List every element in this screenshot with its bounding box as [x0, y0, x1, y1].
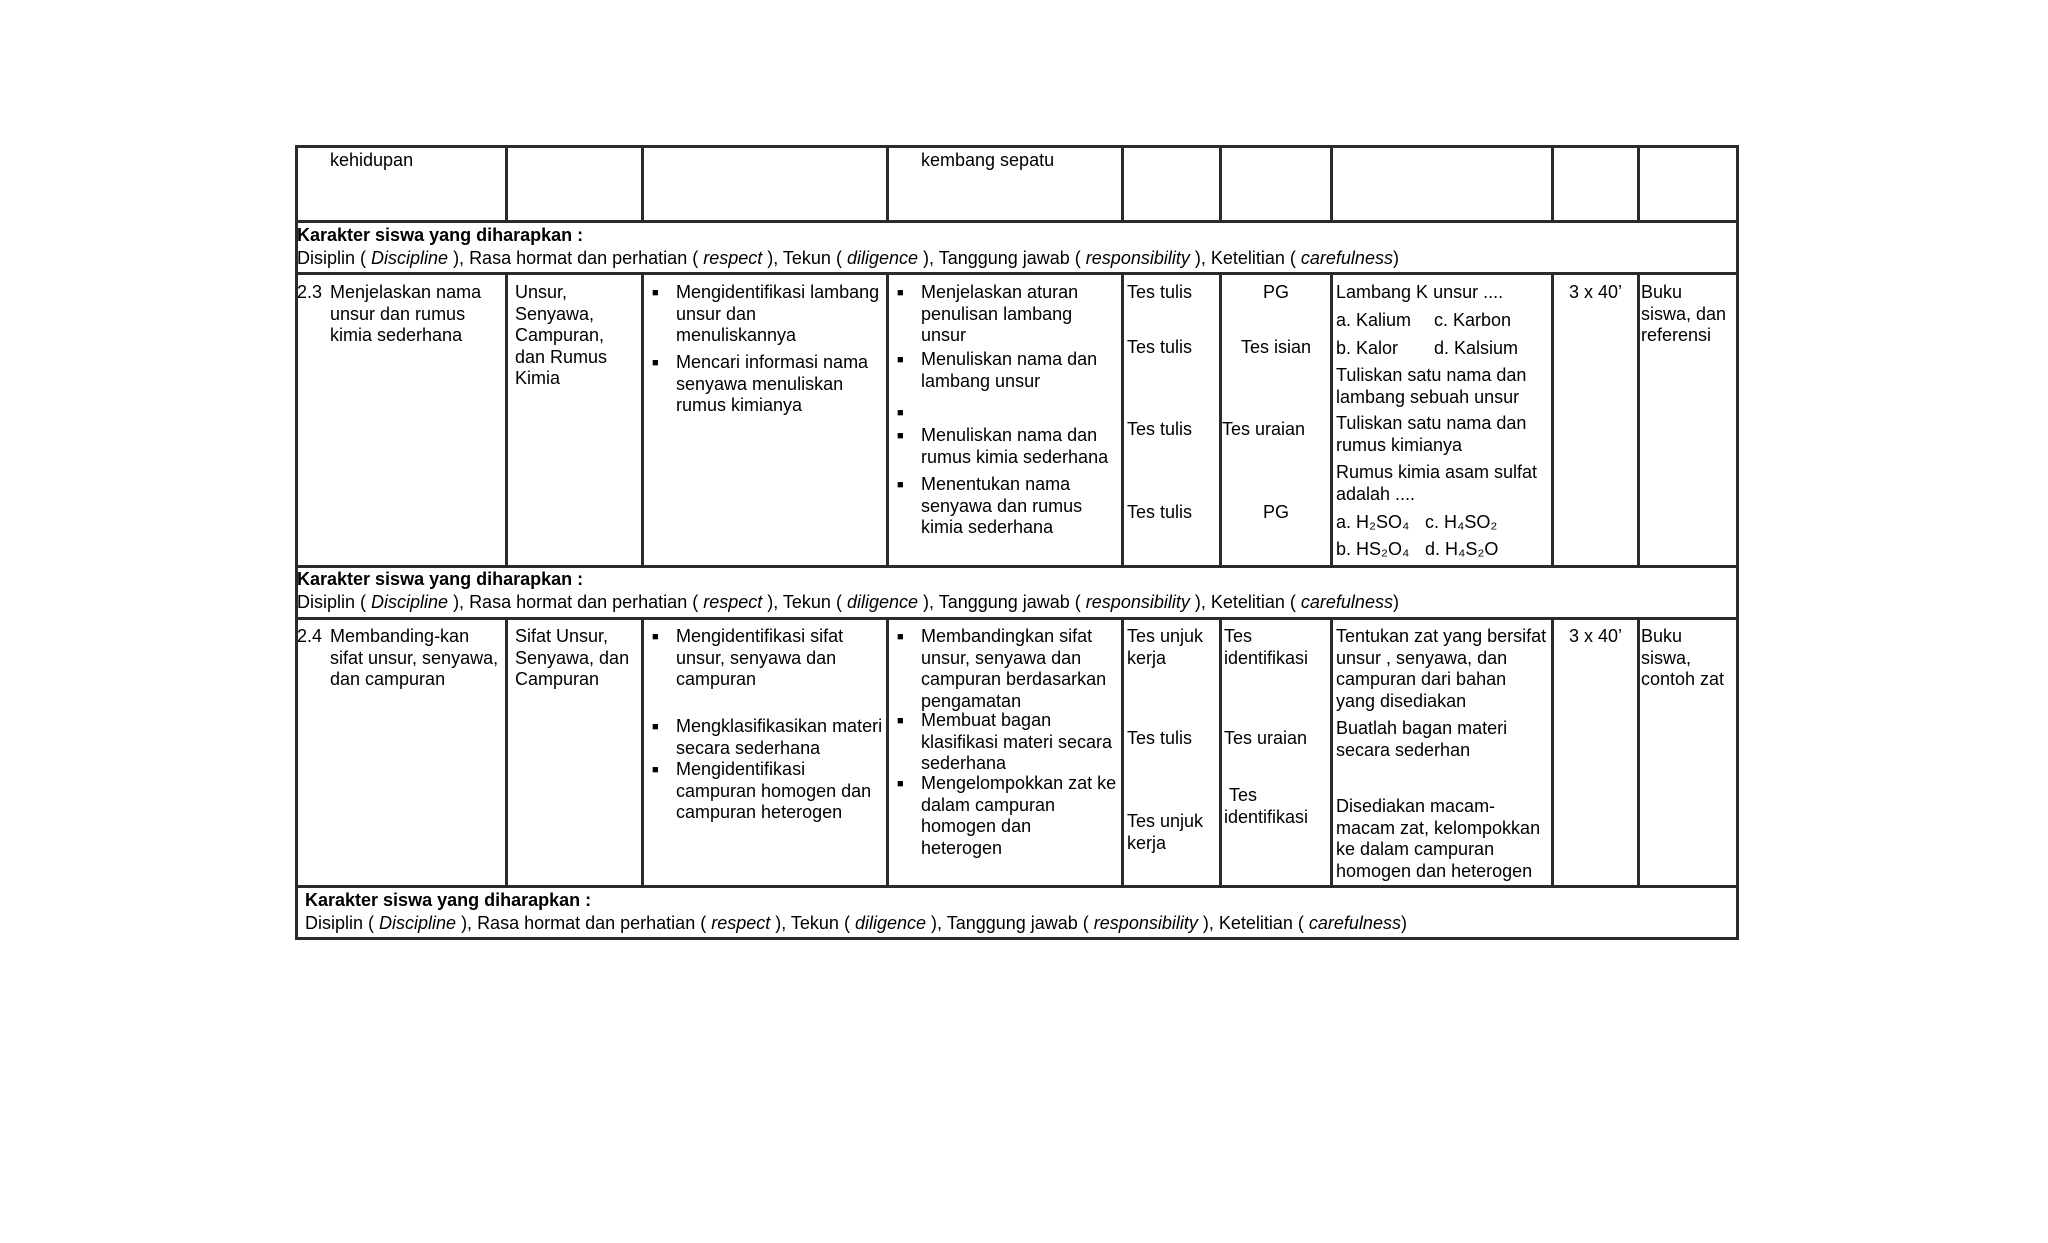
question-text: Buatlah bagan materi secara sederhan	[1336, 718, 1508, 760]
bullet-icon: ■	[897, 715, 904, 727]
column-divider	[1330, 617, 1333, 887]
time-allocation: 3 x 40’	[1568, 282, 1623, 302]
bullet-icon: ■	[897, 430, 904, 442]
indikator-item: Menentukan nama senyawa dan rumus kimia sederhana	[921, 474, 1083, 537]
materi-text: Unsur, Senyawa, Campuran, dan Rumus Kimia	[515, 282, 608, 388]
question-text: Tuliskan satu nama dan rumus kimianya	[1336, 413, 1527, 455]
bullet-icon: ■	[652, 764, 659, 776]
indicator-text: kembang sepatu	[921, 150, 1055, 170]
row-divider	[295, 272, 1739, 275]
teknik-item: Tes tulis	[1127, 419, 1193, 439]
bullet-icon: ■	[897, 354, 904, 366]
column-divider	[1637, 272, 1640, 567]
source-text: Buku siswa, contoh zat	[1641, 626, 1725, 689]
column-divider	[1551, 145, 1554, 222]
question-option: c. H₄SO₂	[1425, 512, 1498, 532]
column-divider	[1121, 145, 1124, 222]
bentuk-item: Tes identifikasi	[1224, 626, 1309, 668]
question-text: Tentukan zat yang bersifat unsur , senyawa, dan campuran dari bahan yang disediakan	[1336, 626, 1547, 711]
bullet-icon: ■	[652, 721, 659, 733]
kegiatan-item: Mengidentifikasi campuran homogen dan campuran heterogen	[676, 759, 872, 822]
character-values: Disiplin ( Discipline ), Rasa hormat dan perhatian ( respect ), Tekun ( diligence ), Tanggung jawab ( responsibility ), Ketelitian ( carefulness)	[305, 913, 1407, 933]
kegiatan-item: Mencari informasi nama senyawa menuliskan rumus kimianya	[676, 352, 869, 415]
character-values: Disiplin ( Discipline ), Rasa hormat dan perhatian ( respect ), Tekun ( diligence ), Tanggung jawab ( responsibility ), Ketelitian ( carefulness)	[297, 248, 1399, 268]
column-divider	[1330, 145, 1333, 222]
table-border-right	[1736, 145, 1739, 940]
question-text: Disediakan macam-macam zat, kelompokkan ke dalam campuran homogen dan heterogen	[1336, 796, 1541, 881]
bentuk-item: Tes uraian	[1224, 728, 1308, 748]
teknik-item: Tes unjuk kerja	[1127, 811, 1204, 853]
kegiatan-item: Mengklasifikasikan materi secara sederhana	[676, 716, 883, 758]
teknik-item: Tes tulis	[1127, 282, 1193, 302]
bentuk-item: Tes uraian	[1222, 419, 1306, 439]
kd-text: Menjelaskan nama unsur dan rumus kimia sederhana	[330, 282, 482, 345]
bullet-icon: ■	[897, 631, 904, 643]
bullet-icon: ■	[652, 357, 659, 369]
column-divider	[1551, 617, 1554, 887]
bullet-icon: ■	[652, 287, 659, 299]
bullet-icon: ■	[897, 287, 904, 299]
character-values: Disiplin ( Discipline ), Rasa hormat dan perhatian ( respect ), Tekun ( diligence ), Tanggung jawab ( responsibility ), Ketelitian ( carefulness)	[297, 592, 1399, 612]
column-divider	[641, 145, 644, 222]
column-divider	[1121, 272, 1124, 567]
question-option: b. Kalor	[1336, 338, 1399, 358]
teknik-item: Tes tulis	[1127, 728, 1193, 748]
bentuk-item: PG	[1262, 502, 1289, 522]
question-text: Tuliskan satu nama dan lambang sebuah unsur	[1336, 365, 1527, 407]
bullet-icon: ■	[897, 778, 904, 790]
indikator-item: Mengelompokkan zat ke dalam campuran homogen dan heterogen	[921, 773, 1117, 858]
question-text: Rumus kimia asam sulfat adalah ....	[1336, 462, 1538, 504]
indikator-item: Menjelaskan aturan penulisan lambang unsur	[921, 282, 1079, 345]
kegiatan-item: Mengidentifikasi lambang unsur dan menuliskannya	[676, 282, 880, 345]
question-option: a. Kalium	[1336, 310, 1412, 330]
column-divider	[1219, 617, 1222, 887]
row-divider	[295, 885, 1739, 888]
column-divider	[1121, 617, 1124, 887]
character-title: Karakter siswa yang diharapkan :	[297, 225, 584, 245]
teknik-item: Tes tulis	[1127, 502, 1193, 522]
column-divider	[505, 272, 508, 567]
time-allocation: 3 x 40’	[1568, 626, 1623, 646]
column-divider	[886, 272, 889, 567]
column-divider	[886, 145, 889, 222]
teknik-item: Tes unjuk kerja	[1127, 626, 1204, 668]
syllabus-table	[295, 145, 1739, 938]
character-title: Karakter siswa yang diharapkan :	[297, 569, 584, 589]
kd-number: 2.4	[297, 626, 323, 646]
materi-text: Sifat Unsur, Senyawa, dan Campuran	[515, 626, 630, 689]
column-divider	[505, 617, 508, 887]
bentuk-item: Tes identifikasi	[1224, 785, 1309, 827]
column-divider	[1330, 272, 1333, 567]
column-divider	[641, 272, 644, 567]
column-divider	[1551, 272, 1554, 567]
column-divider	[1637, 617, 1640, 887]
column-divider	[505, 145, 508, 222]
bullet-icon: ■	[652, 631, 659, 643]
indikator-item: Membuat bagan klasifikasi materi secara sederhana	[921, 710, 1113, 773]
column-divider	[1637, 145, 1640, 222]
row-divider	[295, 565, 1739, 568]
teknik-item: Tes tulis	[1127, 337, 1193, 357]
question-option: b. HS₂O₄	[1336, 539, 1410, 559]
character-title: Karakter siswa yang diharapkan :	[305, 890, 592, 910]
table-border-bottom	[295, 937, 1739, 940]
bentuk-item: PG	[1262, 282, 1289, 302]
column-divider	[641, 617, 644, 887]
column-divider	[1219, 145, 1222, 222]
kd-number: 2.3	[297, 282, 323, 302]
indikator-item: Menuliskan nama dan rumus kimia sederhana	[921, 425, 1109, 467]
question-option: d. Kalsium	[1434, 338, 1519, 358]
bentuk-item: Tes isian	[1240, 337, 1312, 357]
question-option: d. H₄S₂O	[1425, 539, 1499, 559]
bullet-icon: ■	[897, 479, 904, 491]
column-divider	[886, 617, 889, 887]
table-border-top	[295, 145, 1739, 148]
question-option: c. Karbon	[1434, 310, 1512, 330]
kegiatan-item: Mengidentifikasi sifat unsur, senyawa dan campuran	[676, 626, 844, 689]
question-option: a. H₂SO₄	[1336, 512, 1410, 532]
source-text: Buku siswa, dan referensi	[1641, 282, 1727, 345]
indikator-item: Menuliskan nama dan lambang unsur	[921, 349, 1098, 391]
row-divider	[295, 220, 1739, 223]
row-divider	[295, 617, 1739, 620]
bullet-icon: ■	[897, 407, 904, 419]
kd-text: kehidupan	[330, 150, 414, 170]
kd-text: Membanding-kan sifat unsur, senyawa, dan campuran	[330, 626, 499, 689]
indikator-item: Membandingkan sifat unsur, senyawa dan campuran berdasarkan pengamatan	[921, 626, 1107, 711]
question-text: Lambang K unsur ....	[1336, 282, 1504, 302]
